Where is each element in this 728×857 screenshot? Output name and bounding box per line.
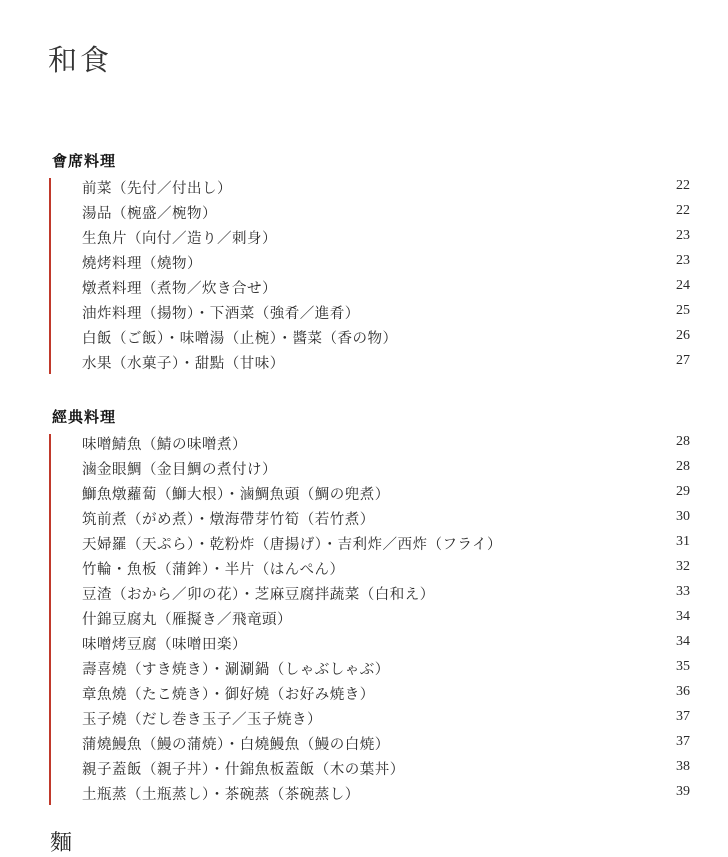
toc-entry[interactable] xyxy=(0,325,728,350)
entry-title: 什錦豆腐丸（雁擬き／飛竜頭） xyxy=(82,612,292,628)
entry-title: 湯品（椀盛／椀物） xyxy=(82,206,217,222)
entry-title: 前菜（先付／付出し） xyxy=(82,181,232,197)
entry-title: 蒲燒鰻魚（鰻の蒲焼）・白燒鰻魚（鰻の白焼） xyxy=(82,737,390,753)
entry-page-number: 39 xyxy=(676,784,690,799)
entry-page-number: 24 xyxy=(676,278,690,293)
entry-title: 水果（水菓子）・甜點（甘味） xyxy=(82,356,285,372)
toc-entry[interactable] xyxy=(0,431,728,456)
toc-entry[interactable] xyxy=(0,506,728,531)
entry-page-number: 23 xyxy=(676,253,690,268)
section-heading: 經典料理 xyxy=(52,408,117,426)
entry-page-number: 23 xyxy=(676,228,690,243)
entry-title: 章魚燒（たこ焼き）・御好燒（お好み焼き） xyxy=(82,687,375,703)
next-section-heading-partial: 麵 xyxy=(50,831,73,856)
entry-page-number: 37 xyxy=(676,709,690,724)
toc-entry[interactable] xyxy=(0,606,728,631)
entry-title: 壽喜燒（すき焼き）・涮涮鍋（しゃぶしゃぶ） xyxy=(82,662,390,678)
entry-title: 燉煮料理（煮物／炊き合せ） xyxy=(82,281,277,297)
entry-page-number: 35 xyxy=(676,659,690,674)
toc-entry[interactable] xyxy=(0,225,728,250)
toc-entry[interactable] xyxy=(0,656,728,681)
toc-entry[interactable] xyxy=(0,275,728,300)
toc-entry[interactable] xyxy=(0,250,728,275)
entry-page-number: 31 xyxy=(676,534,690,549)
toc-entry[interactable] xyxy=(0,581,728,606)
section-heading: 會席料理 xyxy=(52,152,117,170)
entry-page-number: 29 xyxy=(676,484,690,499)
entry-page-number: 27 xyxy=(676,353,690,368)
toc-entry[interactable] xyxy=(0,200,728,225)
toc-entry[interactable] xyxy=(0,531,728,556)
entry-title: 生魚片（向付／造り／刺身） xyxy=(82,231,277,247)
entry-page-number: 32 xyxy=(676,559,690,574)
entry-page-number: 34 xyxy=(676,634,690,649)
entry-page-number: 22 xyxy=(676,178,690,193)
entry-title: 天婦羅（天ぷら）・乾粉炸（唐揚げ）・吉利炸／西炸（フライ） xyxy=(82,537,503,553)
toc-entry[interactable] xyxy=(0,481,728,506)
entry-page-number: 34 xyxy=(676,609,690,624)
entry-page-number: 28 xyxy=(676,459,690,474)
entry-title: 白飯（ご飯）・味噌湯（止椀）・醬菜（香の物） xyxy=(82,331,398,347)
entry-title: 土瓶蒸（土瓶蒸し）・茶碗蒸（茶碗蒸し） xyxy=(82,787,360,803)
entry-list xyxy=(0,175,728,375)
toc-entry[interactable] xyxy=(0,781,728,806)
toc-entry[interactable] xyxy=(0,175,728,200)
entry-title: 味噌烤豆腐（味噌田楽） xyxy=(82,637,247,653)
entry-title: 筑前煮（がめ煮）・燉海帶芽竹筍（若竹煮） xyxy=(82,512,375,528)
entry-page-number: 36 xyxy=(676,684,690,699)
entry-list xyxy=(0,431,728,806)
entry-page-number: 25 xyxy=(676,303,690,318)
entry-title: 味噌鯖魚（鯖の味噌煮） xyxy=(82,437,247,453)
toc-entry[interactable] xyxy=(0,681,728,706)
entry-page-number: 30 xyxy=(676,509,690,524)
entry-page-number: 26 xyxy=(676,328,690,343)
entry-page-number: 22 xyxy=(676,203,690,218)
entry-title: 滷金眼鯛（金目鯛の煮付け） xyxy=(82,462,277,478)
entry-title: 燒烤料理（燒物） xyxy=(82,256,202,272)
entry-page-number: 38 xyxy=(676,759,690,774)
entry-title: 鰤魚燉蘿蔔（鰤大根）・滷鯛魚頭（鯛の兜煮） xyxy=(82,487,390,503)
entry-page-number: 33 xyxy=(676,584,690,599)
toc-entry[interactable] xyxy=(0,456,728,481)
toc-entry[interactable] xyxy=(0,756,728,781)
entry-page-number: 28 xyxy=(676,434,690,449)
entry-title: 油炸料理（揚物）・下酒菜（強肴／進肴） xyxy=(82,306,360,322)
entry-title: 竹輪・魚板（蒲鉾）・半片（はんぺん） xyxy=(82,562,345,578)
toc-entry[interactable] xyxy=(0,300,728,325)
entry-page-number: 37 xyxy=(676,734,690,749)
toc-entry[interactable] xyxy=(0,556,728,581)
page-title: 和食 xyxy=(48,43,113,77)
toc-entry[interactable] xyxy=(0,350,728,375)
entry-title: 豆渣（おから／卯の花）・芝麻豆腐拌蔬菜（白和え） xyxy=(82,587,435,603)
entry-title: 親子蓋飯（親子丼）・什錦魚板蓋飯（木の葉丼） xyxy=(82,762,405,778)
toc-entry[interactable] xyxy=(0,731,728,756)
toc-entry[interactable] xyxy=(0,706,728,731)
toc-entry[interactable] xyxy=(0,631,728,656)
entry-title: 玉子燒（だし巻き玉子／玉子焼き） xyxy=(82,712,322,728)
